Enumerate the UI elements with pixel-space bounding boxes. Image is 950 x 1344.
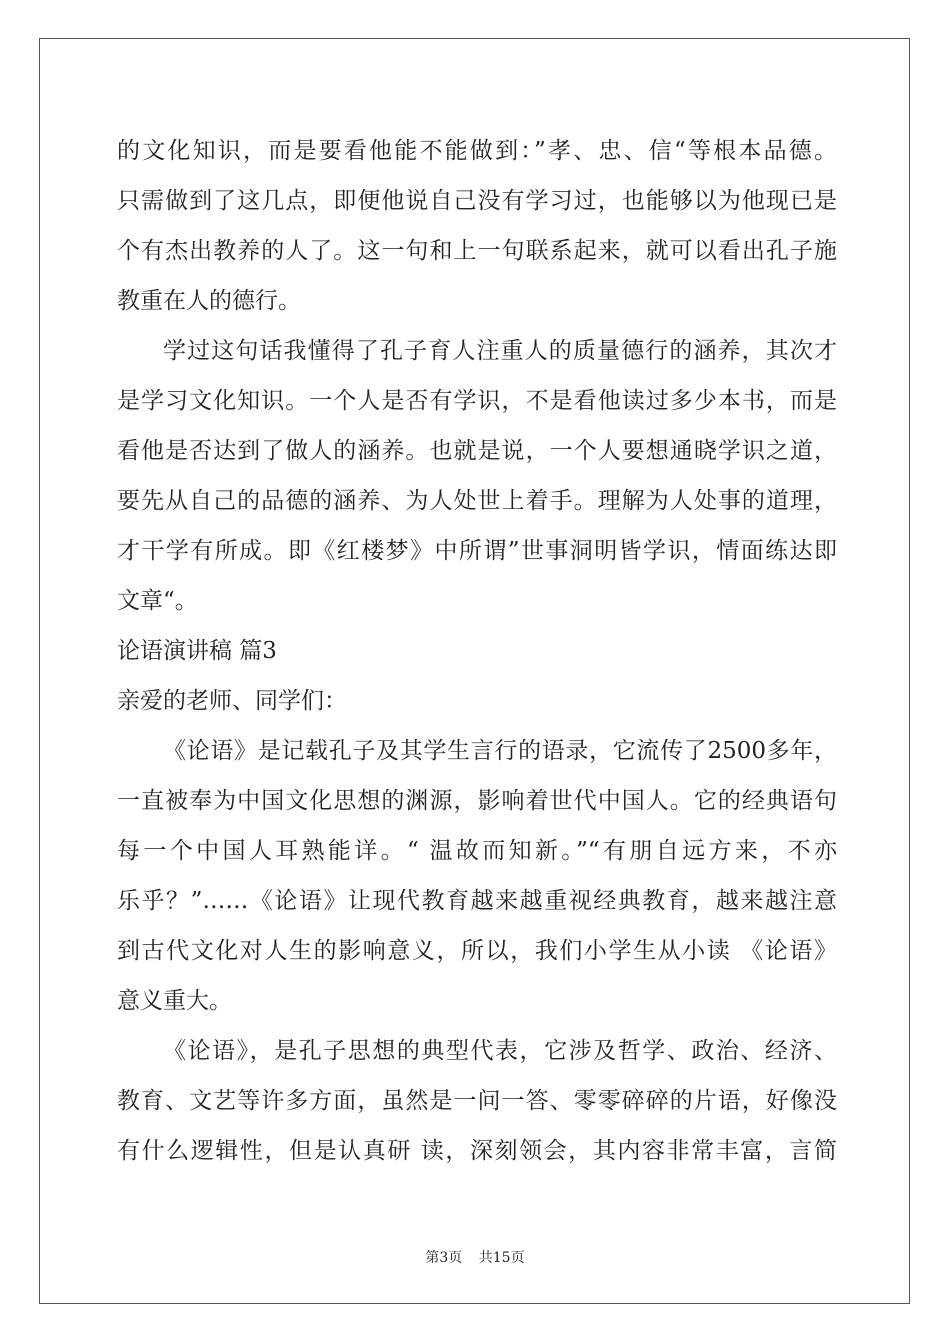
text-line: 个有杰出教养的人了。这一句和上一句联系起来，就可以看出孔子施 bbox=[117, 238, 837, 264]
text-line: 的文化知识，而是要看他能不能做到：”孝、忠、信“等根本品德。 bbox=[117, 138, 837, 164]
text-line: 亲爱的老师、同学们： bbox=[117, 688, 347, 714]
text-line: 才干学有所成。即《红楼梦》中所谓”世事洞明皆学识，情面练达即 bbox=[117, 538, 837, 564]
text-line: 每一个中国人耳熟能详。“ 温故而知新。”“有朋自远方来，不亦 bbox=[117, 838, 837, 864]
text-line: 要先从自己的品德的涵养、为人处世上着手。理解为人处事的道理， bbox=[117, 488, 837, 514]
text-line: 文章“。 bbox=[117, 588, 198, 614]
page-footer bbox=[0, 1247, 950, 1267]
text-line: 意义重大。 bbox=[117, 988, 232, 1014]
text-line: 《论语》是记载孔子及其学生言行的语录，它流传了2500多年， bbox=[163, 738, 837, 764]
text-line: 一直被奉为中国文化思想的渊源，影响着世代中国人。它的经典语句 bbox=[117, 788, 837, 814]
text-line: 教育、文艺等许多方面，虽然是一问一答、零零碎碎的片语，好像没 bbox=[117, 1088, 837, 1114]
text-line: 《论语》，是孔子思想的典型代表，它涉及哲学、政治、经济、 bbox=[163, 1038, 837, 1064]
text-line: 到古代文化对人生的影响意义，所以，我们小学生从小读 《论语》 bbox=[117, 938, 837, 964]
document-body bbox=[117, 126, 837, 1176]
page-total: 共15页 bbox=[478, 1250, 525, 1266]
page-number: 第3页 bbox=[425, 1250, 463, 1266]
text-line: 乐乎？”……《论语》让现代教育越来越重视经典教育，越来越注意 bbox=[117, 888, 837, 914]
text-line: 有什么逻辑性，但是认真研 读，深刻领会，其内容非常丰富，言简 bbox=[117, 1138, 837, 1164]
text-line: 学过这句话我懂得了孔子育人注重人的质量德行的涵养，其次才 bbox=[163, 338, 837, 364]
text-line: 教重在人的德行。 bbox=[117, 288, 301, 314]
text-line: 论语演讲稿 篇3 bbox=[117, 638, 277, 664]
text-line: 是学习文化知识。一个人是否有学识，不是看他读过多少本书，而是 bbox=[117, 388, 837, 414]
text-line: 看他是否达到了做人的涵养。也就是说，一个人要想通晓学识之道， bbox=[117, 438, 837, 464]
text-line: 只需做到了这几点，即便他说自己没有学习过，也能够以为他现已是 bbox=[117, 188, 837, 214]
